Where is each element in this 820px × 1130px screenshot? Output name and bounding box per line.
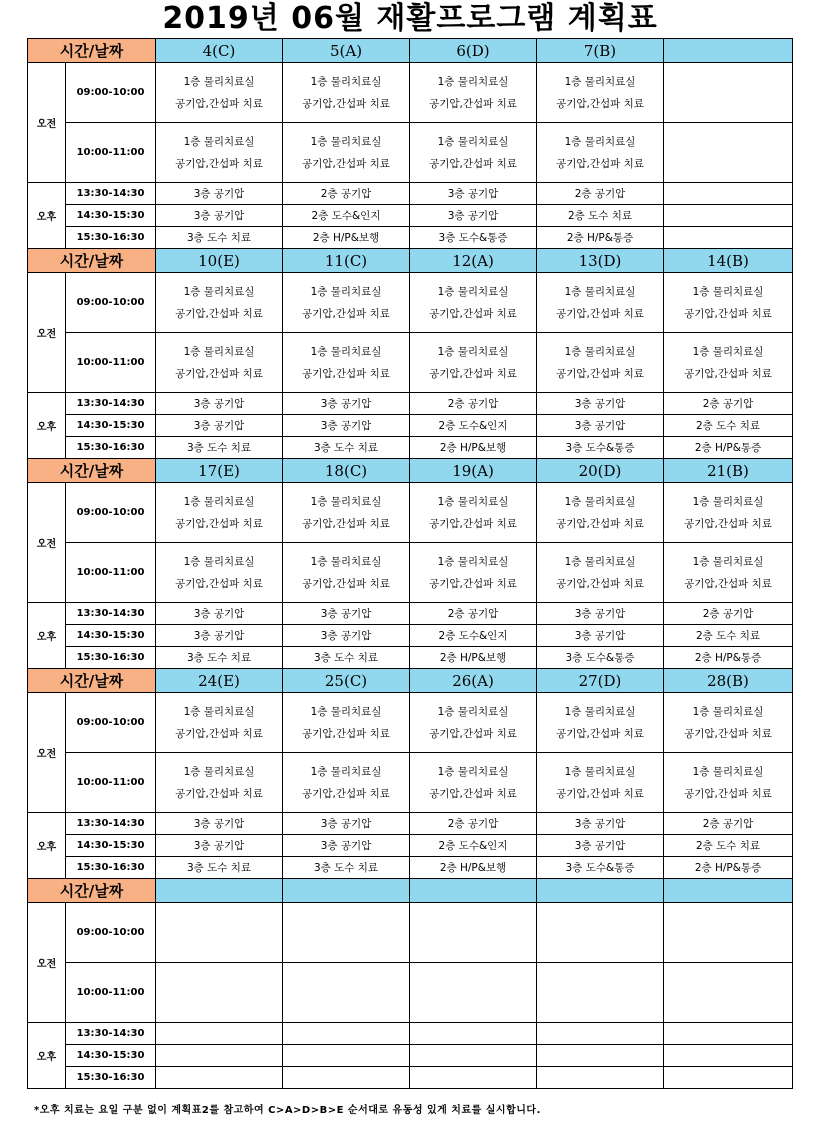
cell-treatment: 공기압,간섭파 치료 — [302, 367, 390, 380]
am-schedule-cell — [410, 483, 537, 543]
pm-schedule-cell — [410, 1067, 537, 1089]
am-schedule-cell — [283, 123, 410, 183]
cell-location: 1층 물리치료실 — [310, 135, 382, 148]
pm-row — [28, 625, 793, 647]
cell-location: 1층 물리치료실 — [692, 495, 764, 508]
cell-treatment: 공기압,간섭파 치료 — [556, 367, 644, 380]
cell-treatment: 공기압,간섭파 치료 — [429, 307, 517, 320]
pm-schedule-cell: 3층 공기압 — [537, 813, 664, 835]
pm-schedule-cell: 3층 도수 치료 — [156, 227, 283, 249]
pm-schedule-cell — [283, 1045, 410, 1067]
pm-schedule-cell — [283, 1067, 410, 1089]
am-schedule-cell — [664, 543, 793, 603]
day-header: 13(D) — [537, 249, 664, 273]
pm-row — [28, 205, 793, 227]
time-date-label: 시간/날짜 — [28, 879, 156, 903]
am-row — [28, 123, 793, 183]
am-schedule-cell — [156, 483, 283, 543]
pm-schedule-cell: 3층 공기압 — [156, 183, 283, 205]
cell-treatment: 공기압,간섭파 치료 — [175, 727, 263, 740]
am-schedule-cell — [664, 333, 793, 393]
cell-location: 1층 물리치료실 — [437, 765, 509, 778]
time-slot: 14:30-15:30 — [66, 625, 156, 647]
am-schedule-cell — [283, 963, 410, 1023]
time-slot: 10:00-11:00 — [66, 543, 156, 603]
cell-location: 1층 물리치료실 — [564, 765, 636, 778]
time-slot: 15:30-16:30 — [66, 857, 156, 879]
period-am-label: 오전 — [28, 693, 66, 813]
pm-schedule-cell: 3층 공기압 — [537, 415, 664, 437]
cell-location: 1층 물리치료실 — [183, 555, 255, 568]
cell-treatment: 공기압,간섭파 치료 — [429, 787, 517, 800]
pm-schedule-cell: 2층 H/P&통증 — [664, 437, 793, 459]
time-slot: 13:30-14:30 — [66, 603, 156, 625]
pm-schedule-cell: 3층 도수 치료 — [283, 857, 410, 879]
am-schedule-cell — [664, 63, 793, 123]
pm-schedule-cell: 2층 H/P&보행 — [410, 437, 537, 459]
am-schedule-cell — [664, 483, 793, 543]
pm-row — [28, 1045, 793, 1067]
day-header: 28(B) — [664, 669, 793, 693]
pm-schedule-cell: 2층 도수&인지 — [410, 625, 537, 647]
pm-row — [28, 857, 793, 879]
pm-schedule-cell: 3층 공기압 — [283, 415, 410, 437]
cell-treatment: 공기압,간섭파 치료 — [175, 97, 263, 110]
cell-location: 1층 물리치료실 — [183, 345, 255, 358]
day-header: 17(E) — [156, 459, 283, 483]
day-header: 26(A) — [410, 669, 537, 693]
pm-schedule-cell — [664, 183, 793, 205]
am-schedule-cell — [283, 543, 410, 603]
period-pm-label: 오후 — [28, 183, 66, 249]
am-schedule-cell — [410, 333, 537, 393]
am-schedule-cell — [664, 693, 793, 753]
am-schedule-cell — [156, 123, 283, 183]
period-pm-label: 오후 — [28, 813, 66, 879]
cell-location: 1층 물리치료실 — [564, 555, 636, 568]
week-header-row — [28, 669, 793, 693]
pm-schedule-cell: 3층 공기압 — [156, 205, 283, 227]
pm-row — [28, 227, 793, 249]
pm-schedule-cell: 2층 공기압 — [410, 603, 537, 625]
pm-schedule-cell — [156, 1067, 283, 1089]
pm-row — [28, 603, 793, 625]
am-schedule-cell — [156, 273, 283, 333]
cell-treatment: 공기압,간섭파 치료 — [429, 727, 517, 740]
am-schedule-cell — [283, 333, 410, 393]
cell-location: 1층 물리치료실 — [437, 705, 509, 718]
pm-schedule-cell: 2층 도수 치료 — [664, 835, 793, 857]
pm-schedule-cell: 2층 도수 치료 — [664, 415, 793, 437]
pm-schedule-cell — [283, 1023, 410, 1045]
pm-schedule-cell: 3층 도수 치료 — [156, 647, 283, 669]
cell-location: 1층 물리치료실 — [564, 345, 636, 358]
time-date-label: 시간/날짜 — [28, 459, 156, 483]
day-header: 19(A) — [410, 459, 537, 483]
am-schedule-cell — [410, 753, 537, 813]
pm-schedule-cell: 3층 공기압 — [537, 625, 664, 647]
time-slot: 13:30-14:30 — [66, 183, 156, 205]
day-header — [664, 879, 793, 903]
pm-schedule-cell: 2층 도수 치료 — [537, 205, 664, 227]
am-schedule-cell — [410, 123, 537, 183]
pm-schedule-cell — [156, 1045, 283, 1067]
cell-location: 1층 물리치료실 — [183, 765, 255, 778]
pm-schedule-cell: 3층 도수&통증 — [537, 857, 664, 879]
day-header — [664, 39, 793, 63]
am-schedule-cell — [664, 273, 793, 333]
cell-location: 1층 물리치료실 — [310, 765, 382, 778]
time-slot: 15:30-16:30 — [66, 437, 156, 459]
pm-schedule-cell — [664, 1067, 793, 1089]
am-schedule-cell — [410, 903, 537, 963]
am-row — [28, 903, 793, 963]
cell-treatment: 공기압,간섭파 치료 — [302, 517, 390, 530]
cell-treatment: 공기압,간섭파 치료 — [556, 577, 644, 590]
cell-location: 1층 물리치료실 — [310, 495, 382, 508]
cell-treatment: 공기압,간섭파 치료 — [556, 307, 644, 320]
pm-schedule-cell: 2층 도수&인지 — [410, 415, 537, 437]
am-schedule-cell — [283, 693, 410, 753]
time-slot: 09:00-10:00 — [66, 903, 156, 963]
am-row — [28, 543, 793, 603]
cell-location: 1층 물리치료실 — [310, 345, 382, 358]
cell-location: 1층 물리치료실 — [692, 285, 764, 298]
week-header-row — [28, 459, 793, 483]
pm-schedule-cell: 3층 공기압 — [156, 835, 283, 857]
pm-schedule-cell: 2층 공기압 — [283, 183, 410, 205]
cell-treatment: 공기압,간섭파 치료 — [175, 577, 263, 590]
cell-treatment: 공기압,간섭파 치료 — [684, 577, 772, 590]
pm-schedule-cell: 3층 도수 치료 — [156, 437, 283, 459]
time-slot: 09:00-10:00 — [66, 63, 156, 123]
period-am-label: 오전 — [28, 273, 66, 393]
time-slot: 10:00-11:00 — [66, 333, 156, 393]
am-schedule-cell — [664, 753, 793, 813]
pm-schedule-cell: 2층 공기압 — [664, 603, 793, 625]
am-row — [28, 963, 793, 1023]
pm-schedule-cell: 3층 도수&통증 — [537, 437, 664, 459]
cell-location: 1층 물리치료실 — [183, 285, 255, 298]
cell-location: 1층 물리치료실 — [692, 765, 764, 778]
pm-schedule-cell: 2층 도수&인지 — [410, 835, 537, 857]
cell-treatment: 공기압,간섭파 치료 — [175, 307, 263, 320]
cell-location: 1층 물리치료실 — [437, 75, 509, 88]
time-slot: 09:00-10:00 — [66, 273, 156, 333]
am-schedule-cell — [283, 753, 410, 813]
pm-schedule-cell: 3층 도수&통증 — [537, 647, 664, 669]
cell-location: 1층 물리치료실 — [183, 705, 255, 718]
pm-schedule-cell: 2층 공기압 — [664, 813, 793, 835]
pm-row — [28, 813, 793, 835]
pm-row — [28, 393, 793, 415]
pm-schedule-cell: 3층 도수 치료 — [283, 437, 410, 459]
week-header-row — [28, 249, 793, 273]
cell-location: 1층 물리치료실 — [310, 75, 382, 88]
day-header: 24(E) — [156, 669, 283, 693]
cell-treatment: 공기압,간섭파 치료 — [556, 517, 644, 530]
am-schedule-cell — [664, 123, 793, 183]
pm-schedule-cell: 3층 공기압 — [156, 415, 283, 437]
time-slot: 15:30-16:30 — [66, 1067, 156, 1089]
cell-location: 1층 물리치료실 — [310, 555, 382, 568]
cell-treatment: 공기압,간섭파 치료 — [684, 517, 772, 530]
pm-schedule-cell: 3층 공기압 — [537, 393, 664, 415]
time-slot: 13:30-14:30 — [66, 813, 156, 835]
am-schedule-cell — [537, 543, 664, 603]
cell-treatment: 공기압,간섭파 치료 — [429, 517, 517, 530]
time-slot: 14:30-15:30 — [66, 835, 156, 857]
pm-schedule-cell — [410, 1045, 537, 1067]
am-schedule-cell — [537, 273, 664, 333]
am-schedule-cell — [410, 273, 537, 333]
pm-schedule-cell: 3층 공기압 — [156, 625, 283, 647]
cell-treatment: 공기압,간섭파 치료 — [302, 727, 390, 740]
pm-schedule-cell — [664, 1045, 793, 1067]
pm-schedule-cell: 3층 도수 치료 — [283, 647, 410, 669]
am-schedule-cell — [283, 483, 410, 543]
cell-location: 1층 물리치료실 — [564, 705, 636, 718]
pm-schedule-cell: 3층 공기압 — [156, 603, 283, 625]
cell-treatment: 공기압,간섭파 치료 — [302, 157, 390, 170]
time-slot: 09:00-10:00 — [66, 483, 156, 543]
cell-location: 1층 물리치료실 — [692, 555, 764, 568]
cell-location: 1층 물리치료실 — [692, 705, 764, 718]
cell-location: 1층 물리치료실 — [183, 135, 255, 148]
day-header: 11(C) — [283, 249, 410, 273]
pm-schedule-cell: 3층 공기압 — [410, 205, 537, 227]
schedule-table — [27, 38, 793, 1089]
pm-schedule-cell: 2층 H/P&보행 — [410, 857, 537, 879]
cell-location: 1층 물리치료실 — [437, 135, 509, 148]
am-schedule-cell — [410, 693, 537, 753]
cell-treatment: 공기압,간섭파 치료 — [429, 577, 517, 590]
day-header: 21(B) — [664, 459, 793, 483]
cell-treatment: 공기압,간섭파 치료 — [556, 727, 644, 740]
cell-location: 1층 물리치료실 — [437, 555, 509, 568]
time-slot: 14:30-15:30 — [66, 1045, 156, 1067]
time-slot: 10:00-11:00 — [66, 123, 156, 183]
cell-location: 1층 물리치료실 — [564, 285, 636, 298]
am-schedule-cell — [537, 753, 664, 813]
am-schedule-cell — [537, 483, 664, 543]
pm-schedule-cell: 3층 공기압 — [410, 183, 537, 205]
cell-treatment: 공기압,간섭파 치료 — [429, 367, 517, 380]
pm-schedule-cell: 3층 공기압 — [283, 393, 410, 415]
cell-treatment: 공기압,간섭파 치료 — [556, 787, 644, 800]
time-slot: 14:30-15:30 — [66, 205, 156, 227]
am-schedule-cell — [410, 963, 537, 1023]
pm-row — [28, 835, 793, 857]
time-slot: 10:00-11:00 — [66, 963, 156, 1023]
day-header: 7(B) — [537, 39, 664, 63]
pm-schedule-cell: 2층 H/P&통증 — [664, 647, 793, 669]
pm-schedule-cell — [410, 1023, 537, 1045]
pm-schedule-cell: 3층 도수 치료 — [156, 857, 283, 879]
am-schedule-cell — [283, 63, 410, 123]
time-slot: 13:30-14:30 — [66, 1023, 156, 1045]
cell-treatment: 공기압,간섭파 치료 — [556, 97, 644, 110]
period-pm-label: 오후 — [28, 603, 66, 669]
pm-schedule-cell: 3층 공기압 — [156, 393, 283, 415]
pm-schedule-cell: 2층 도수&인지 — [283, 205, 410, 227]
am-schedule-cell — [156, 63, 283, 123]
time-date-label: 시간/날짜 — [28, 249, 156, 273]
am-schedule-cell — [537, 63, 664, 123]
pm-schedule-cell: 3층 공기압 — [537, 603, 664, 625]
am-row — [28, 693, 793, 753]
cell-location: 1층 물리치료실 — [437, 495, 509, 508]
time-slot: 10:00-11:00 — [66, 753, 156, 813]
pm-schedule-cell: 2층 H/P&보행 — [410, 647, 537, 669]
pm-schedule-cell: 2층 공기압 — [664, 393, 793, 415]
pm-schedule-cell — [537, 1023, 664, 1045]
am-row — [28, 753, 793, 813]
am-schedule-cell — [283, 273, 410, 333]
am-schedule-cell — [664, 963, 793, 1023]
am-schedule-cell — [156, 903, 283, 963]
pm-schedule-cell: 3층 도수&통증 — [410, 227, 537, 249]
pm-schedule-cell — [664, 205, 793, 227]
day-header: 25(C) — [283, 669, 410, 693]
pm-row — [28, 647, 793, 669]
day-header — [283, 879, 410, 903]
day-header: 4(C) — [156, 39, 283, 63]
day-header — [156, 879, 283, 903]
pm-schedule-cell: 3층 공기압 — [283, 813, 410, 835]
am-schedule-cell — [283, 903, 410, 963]
pm-schedule-cell: 3층 공기압 — [537, 835, 664, 857]
time-slot: 15:30-16:30 — [66, 227, 156, 249]
pm-schedule-cell: 2층 H/P&통증 — [664, 857, 793, 879]
pm-schedule-cell — [664, 227, 793, 249]
pm-schedule-cell: 2층 H/P&통증 — [537, 227, 664, 249]
period-am-label: 오전 — [28, 903, 66, 1023]
am-row — [28, 273, 793, 333]
cell-treatment: 공기압,간섭파 치료 — [556, 157, 644, 170]
am-schedule-cell — [537, 123, 664, 183]
pm-schedule-cell: 3층 공기압 — [156, 813, 283, 835]
day-header: 14(B) — [664, 249, 793, 273]
am-schedule-cell — [156, 543, 283, 603]
am-row — [28, 63, 793, 123]
cell-treatment: 공기압,간섭파 치료 — [175, 157, 263, 170]
pm-row — [28, 415, 793, 437]
cell-treatment: 공기압,간섭파 치료 — [684, 787, 772, 800]
pm-schedule-cell: 3층 공기압 — [283, 625, 410, 647]
pm-schedule-cell: 2층 도수 치료 — [664, 625, 793, 647]
am-schedule-cell — [156, 963, 283, 1023]
week-header-row — [28, 39, 793, 63]
cell-treatment: 공기압,간섭파 치료 — [302, 787, 390, 800]
pm-schedule-cell — [156, 1023, 283, 1045]
pm-schedule-cell — [537, 1067, 664, 1089]
pm-schedule-cell — [537, 1045, 664, 1067]
cell-treatment: 공기압,간섭파 치료 — [684, 727, 772, 740]
cell-location: 1층 물리치료실 — [310, 285, 382, 298]
pm-row — [28, 1067, 793, 1089]
time-slot: 15:30-16:30 — [66, 647, 156, 669]
am-schedule-cell — [537, 903, 664, 963]
pm-schedule-cell: 3층 공기압 — [283, 835, 410, 857]
cell-treatment: 공기압,간섭파 치료 — [429, 97, 517, 110]
time-date-label: 시간/날짜 — [28, 39, 156, 63]
pm-schedule-cell: 2층 공기압 — [537, 183, 664, 205]
am-schedule-cell — [537, 693, 664, 753]
cell-location: 1층 물리치료실 — [310, 705, 382, 718]
time-slot: 13:30-14:30 — [66, 393, 156, 415]
cell-treatment: 공기압,간섭파 치료 — [684, 307, 772, 320]
period-am-label: 오전 — [28, 63, 66, 183]
cell-location: 1층 물리치료실 — [564, 495, 636, 508]
time-slot: 09:00-10:00 — [66, 693, 156, 753]
cell-location: 1층 물리치료실 — [564, 75, 636, 88]
pm-schedule-cell: 2층 공기압 — [410, 813, 537, 835]
pm-schedule-cell — [664, 1023, 793, 1045]
time-date-label: 시간/날짜 — [28, 669, 156, 693]
am-schedule-cell — [537, 333, 664, 393]
pm-row — [28, 437, 793, 459]
am-schedule-cell — [410, 63, 537, 123]
cell-treatment: 공기압,간섭파 치료 — [175, 787, 263, 800]
day-header — [537, 879, 664, 903]
pm-schedule-cell: 3층 공기압 — [283, 603, 410, 625]
cell-treatment: 공기압,간섭파 치료 — [302, 577, 390, 590]
page-title: 2019년 06월 재활프로그램 계획표 — [162, 1, 658, 36]
am-schedule-cell — [410, 543, 537, 603]
cell-treatment: 공기압,간섭파 치료 — [429, 157, 517, 170]
week-header-row — [28, 879, 793, 903]
am-row — [28, 333, 793, 393]
time-slot: 14:30-15:30 — [66, 415, 156, 437]
day-header: 5(A) — [283, 39, 410, 63]
period-pm-label: 오후 — [28, 393, 66, 459]
pm-row — [28, 183, 793, 205]
cell-treatment: 공기압,간섭파 치료 — [302, 307, 390, 320]
cell-location: 1층 물리치료실 — [437, 345, 509, 358]
period-am-label: 오전 — [28, 483, 66, 603]
cell-treatment: 공기압,간섭파 치료 — [302, 97, 390, 110]
footnote: *오후 치료는 요일 구분 없이 계획표2를 참고하여 C>A>D>B>E 순서대로 유동성 있게 치료를 실시합니다. — [34, 1105, 541, 1116]
cell-location: 1층 물리치료실 — [564, 135, 636, 148]
cell-treatment: 공기압,간섭파 치료 — [684, 367, 772, 380]
am-schedule-cell — [664, 903, 793, 963]
day-header: 6(D) — [410, 39, 537, 63]
am-schedule-cell — [537, 963, 664, 1023]
period-pm-label: 오후 — [28, 1023, 66, 1089]
pm-schedule-cell: 2층 공기압 — [410, 393, 537, 415]
cell-location: 1층 물리치료실 — [437, 285, 509, 298]
day-header: 12(A) — [410, 249, 537, 273]
am-schedule-cell — [156, 753, 283, 813]
pm-row — [28, 1023, 793, 1045]
cell-location: 1층 물리치료실 — [183, 75, 255, 88]
day-header: 18(C) — [283, 459, 410, 483]
pm-schedule-cell: 2층 H/P&보행 — [283, 227, 410, 249]
day-header: 10(E) — [156, 249, 283, 273]
cell-treatment: 공기압,간섭파 치료 — [175, 367, 263, 380]
am-schedule-cell — [156, 333, 283, 393]
cell-location: 1층 물리치료실 — [183, 495, 255, 508]
am-schedule-cell — [156, 693, 283, 753]
cell-treatment: 공기압,간섭파 치료 — [175, 517, 263, 530]
day-header: 20(D) — [537, 459, 664, 483]
day-header: 27(D) — [537, 669, 664, 693]
cell-location: 1층 물리치료실 — [692, 345, 764, 358]
day-header — [410, 879, 537, 903]
am-row — [28, 483, 793, 543]
